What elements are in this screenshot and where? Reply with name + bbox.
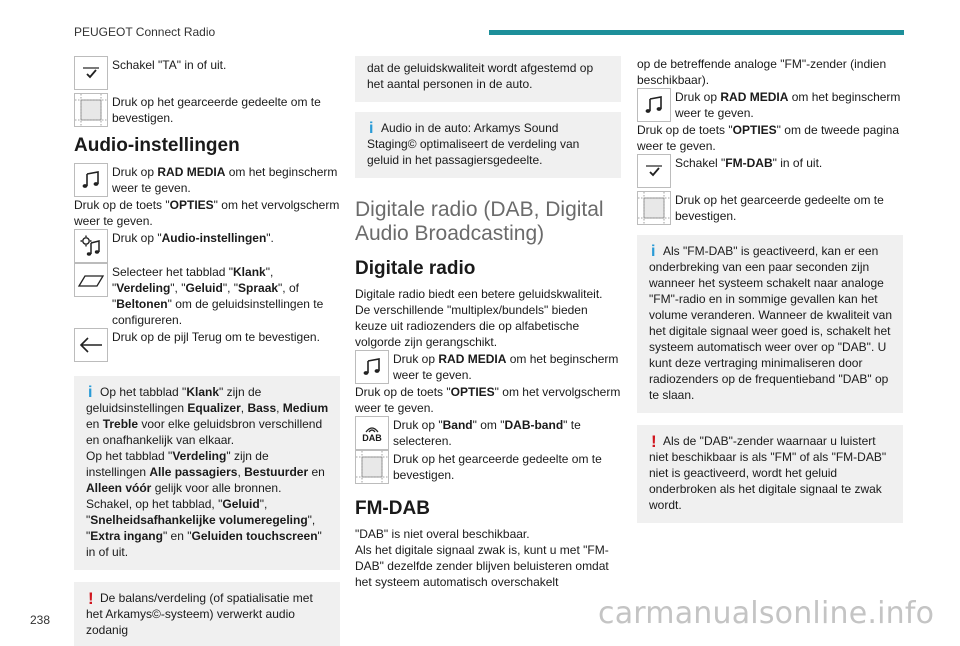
ta-step <box>74 56 340 90</box>
warning-note-text: De balans/verdeling (of spatialisatie met het Arkamys©-systeem) verwerkt audio zodanig <box>86 591 313 637</box>
warning-note-dab <box>637 425 903 523</box>
watermark: carmanualsonline.info <box>598 596 935 631</box>
info-icon: i <box>369 120 374 137</box>
fm-dab-p2: Als het digitale signaal zwak is, kunt u met "FM-DAB" dezelfde zender blijven beluisteren omdat het systeem automatisch overschakelt <box>355 543 609 589</box>
page-number: 238 <box>30 613 51 627</box>
options-step-text: Druk op de toets "OPTIES" om de tweede pagina weer te geven. <box>637 123 900 153</box>
dab-label: DAB <box>362 432 382 443</box>
audio-step-text: Druk op "Audio-instellingen". <box>112 231 274 245</box>
fm-dab-heading: FM-DAB <box>355 498 430 519</box>
warning-icon: ! <box>88 589 94 608</box>
confirm-step-text: Druk op het gearceerde gedeelte om te bevestigen. <box>393 452 602 482</box>
radmedia-step <box>74 163 340 197</box>
warning-note-cont <box>355 56 621 102</box>
tab-select-icon <box>74 263 108 297</box>
confirm-step <box>355 450 621 484</box>
radmedia-step-text: Druk op RAD MEDIA om het beginscherm weer te geven. <box>675 90 901 120</box>
fm-cont-text: op de betreffende analoge "FM"-zender (indien beschikbaar). <box>637 57 887 87</box>
tabs-step-text: Selecteer het tabblad "Klank", "Verdeling", "Geluid", "Spraak", of "Beltonen" om de geluidsinstellingen te configureren. <box>112 265 324 327</box>
ta-step-text: Schakel "TA" in of uit. <box>112 58 227 72</box>
column-3 <box>637 56 903 523</box>
section-title-dab: Digitale radio (DAB, Digital Audio Broadcasting) <box>355 198 604 245</box>
back-arrow-icon <box>74 328 108 362</box>
checkbox-icon <box>637 154 671 188</box>
info-icon: i <box>88 384 93 401</box>
shaded-area-icon <box>637 191 671 225</box>
audio-step <box>74 229 340 263</box>
radmedia-step <box>355 350 621 384</box>
digital-radio-p1: Digitale radio biedt een betere geluidskwaliteit. <box>355 287 603 301</box>
shaded-area-icon <box>355 450 389 484</box>
confirm-step-text: Druk op het gearceerde gedeelte om te bevestigen. <box>112 95 321 125</box>
digital-radio-heading: Digitale radio <box>355 258 476 279</box>
band-step-text: Druk op "Band" om "DAB-band" te selecteren. <box>393 418 581 448</box>
radmedia-step-text: Druk op RAD MEDIA om het beginscherm weer te geven. <box>393 352 619 382</box>
header-accent-bar <box>489 30 904 35</box>
column-2 <box>355 56 621 590</box>
digital-radio-p2: De verschillende "multiplex/bundels" bieden keuze uit radiozenders die op alfabetische volgorde zijn gerangschikt. <box>355 303 588 349</box>
confirm-step <box>637 191 903 225</box>
tabs-step <box>74 263 340 328</box>
page-header-title: PEUGEOT Connect Radio <box>74 25 216 39</box>
options-step-text: Druk op de toets "OPTIES" om het vervolgscherm weer te geven. <box>74 198 340 228</box>
info-arkamys-text: Audio in de auto: Arkamys Sound Staging© optimaliseert de verdeling van geluid in het passagiersgedeelte. <box>367 121 580 167</box>
radmedia-step-text: Druk op RAD MEDIA om het beginscherm weer te geven. <box>112 165 338 195</box>
back-step <box>74 328 340 362</box>
info-note-audio <box>74 376 340 570</box>
fm-dab-toggle-text: Schakel "FM-DAB" in of uit. <box>675 156 823 170</box>
warning-cont-text: dat de geluidskwaliteit wordt afgestemd op het aantal personen in de auto. <box>367 61 594 91</box>
music-gear-icon <box>74 229 108 263</box>
radmedia-step <box>637 88 903 122</box>
warning-icon: ! <box>651 432 657 451</box>
music-note-icon <box>355 350 389 384</box>
music-note-icon <box>637 88 671 122</box>
options-step-text: Druk op de toets "OPTIES" om het vervolgscherm weer te geven. <box>355 385 621 415</box>
column-1 <box>74 56 340 646</box>
fm-dab-p1: "DAB" is niet overal beschikbaar. <box>355 527 530 541</box>
audio-settings-heading: Audio-instellingen <box>74 135 240 156</box>
checkbox-icon <box>74 56 108 90</box>
confirm-step <box>74 93 340 127</box>
warning-note-balance <box>74 582 340 646</box>
confirm-step-text: Druk op het gearceerde gedeelte om te bevestigen. <box>675 193 884 223</box>
dab-radio-icon <box>355 416 389 450</box>
warning-dab-text: Als de "DAB"-zender waarnaar u luistert niet beschikbaar is als "FM" of als "FM-DAB" niet is geactiveerd, wordt het geluid onderbroken als het digitale signaal te zwak wordt. <box>649 434 887 512</box>
info-icon: i <box>651 243 656 260</box>
info-fmdab-text: Als "FM-DAB" is geactiveerd, kan er een onderbreking van een paar seconden zijn wanneer het systeem schakelt naar analoge "FM"-radio en in sommige gevallen kan het volume veranderen. Wanneer de kwaliteit van het digitale signaal weer goed is, schakelt het systeem automatisch weer over op "DAB". U kunt deze vertraging minimaliseren door radiozenders op de frequentieband "DAB" op te slaan. <box>649 244 893 402</box>
info-note-text: Op het tabblad "Klank" zijn de geluidsinstellingen Equalizer, Bass, Medium en Treble voor elke geluidsbron verschillend en onafhankelijk van elkaar. Op het tabblad "Verdeling" zijn de instellingen Alle passagiers, Bestuurder en Alleen vóór gelijk voor alle bronnen. Schakel, op het tabblad, "Geluid", "Snelheidsafhankelijke volumeregeling", "Extra ingang" en "Geluiden touchscreen" in of uit. <box>86 385 329 559</box>
fm-dab-toggle-step <box>637 154 903 188</box>
band-step <box>355 416 621 450</box>
shaded-area-icon <box>74 93 108 127</box>
back-step-text: Druk op de pijl Terug om te bevestigen. <box>112 330 320 344</box>
info-note-fmdab <box>637 235 903 413</box>
music-note-icon <box>74 163 108 197</box>
info-note-arkamys <box>355 112 621 178</box>
